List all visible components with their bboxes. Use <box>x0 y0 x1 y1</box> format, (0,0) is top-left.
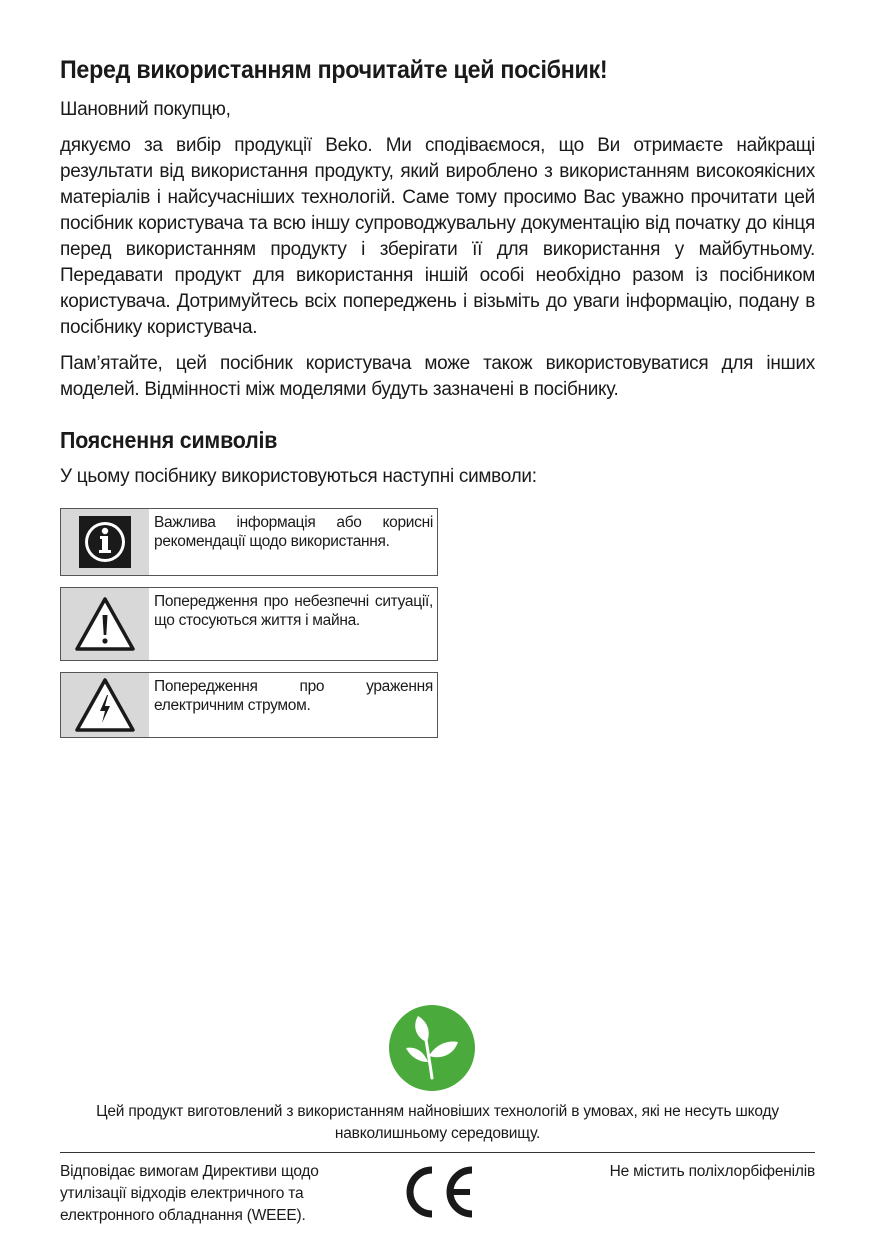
symbol-warning-row <box>60 587 438 661</box>
eco-statement: Цей продукт виготовлений з використанням найновіших технологій в умовах, які не несуть шкоду навколишньому середовищу. <box>96 1103 779 1142</box>
symbol-warning-text: Попередження про небезпечні ситуації, що стосуються життя і майна. <box>154 593 433 629</box>
intro-paragraph-1: дякуємо за вибір продукції Beko. Ми сподіваємося, що Ви отримаєте найкращі результати від використання продукту, який вироблено з використанням високоякісних матеріалів і найсучасніших технологій. Саме тому просимо Вас уважно прочитати цей посібник користувача та всю іншу супроводжувальну документацію від початку до кінця перед використанням продукту і зберігати її для використання у майбутньому. Передавати продукт для використання іншій особі необхідно разом із посібником користувача. Дотримуйтесь всіх попереджень і візьміть до уваги інформацію, подану в посібнику користувача. <box>60 135 815 338</box>
symbols-lead: У цьому посібнику використовуються наступні символи: <box>60 466 537 487</box>
greeting: Шановний покупцю, <box>60 99 231 120</box>
intro-paragraph-2: Пам’ятайте, цей посібник користувача може також використовуватися для інших моделей. Відмінності між моделями будуть зазначені в посібнику. <box>60 353 815 400</box>
manual-page <box>60 56 815 749</box>
weee-statement: Відповідає вимогам Директиви щодо утилізації відходів електричного та електронного обладнання (WEEE). <box>60 1163 319 1224</box>
symbols-list <box>60 508 438 738</box>
electric-shock-icon <box>61 673 149 737</box>
page-title: Перед використанням прочитайте цей посібник! <box>60 56 608 84</box>
info-icon <box>61 509 149 575</box>
symbol-electric-row <box>60 672 438 738</box>
symbols-heading: Пояснення символів <box>60 427 278 453</box>
warning-triangle-icon <box>61 588 149 660</box>
symbol-info-row <box>60 508 438 576</box>
footer-divider <box>60 1152 815 1153</box>
pcb-statement: Не містить поліхлорбіфенілів <box>609 1163 815 1180</box>
ce-mark-icon <box>398 1164 478 1220</box>
leaf-eco-icon <box>388 1004 476 1092</box>
symbol-info-text: Важлива інформація або корисні рекомендації щодо використання. <box>154 514 433 550</box>
symbol-electric-text: Попередження про ураження електричним струмом. <box>154 678 433 714</box>
